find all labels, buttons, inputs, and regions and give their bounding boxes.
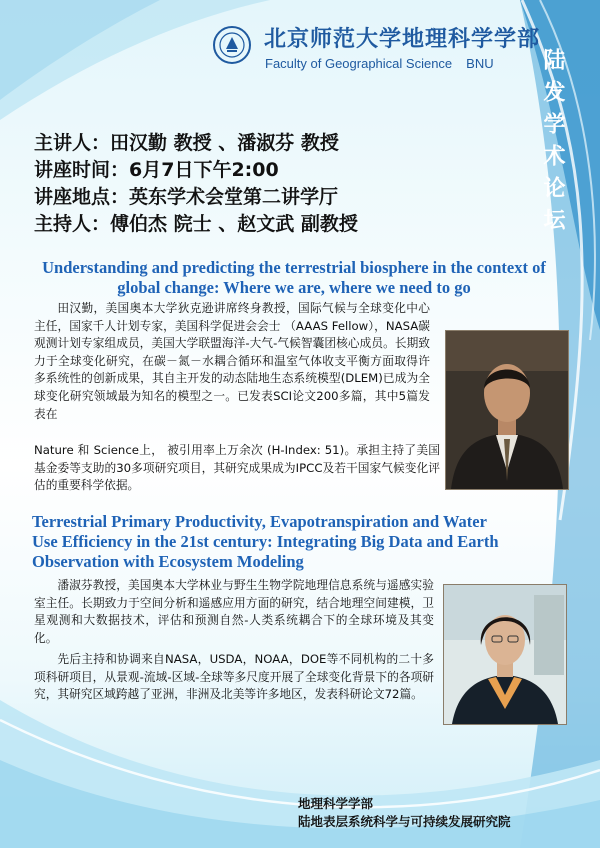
bnu-seal-icon	[212, 25, 252, 65]
talk1-bio-b-text: Nature 和 Science上， 被引用率上万余次 (H-Index: 51)。承担主持了美国基金委等支助的30多项研究项目，其研究成果成为IPCC及若干国家气候变化评估的重要科学依据。	[34, 443, 440, 493]
talk2-bio-a-text: 潘淑芬教授，美国奥本大学林业与野生生物学院地理信息系统与遥感实验室主任。长期致力于空间分析和遥感应用方面的研究，结合地理空间建模，卫星观测和大数据技术，评估和预测自然-人类系统耦合下的全球环境及其变化。	[34, 578, 434, 645]
faculty-name-cn: 北京师范大学地理科学学部	[264, 26, 541, 52]
host-line: 主持人：傅伯杰 院士 、赵文武 副教授	[34, 213, 358, 235]
talk2-bio-b-text: 先后主持和协调来自NASA，USDA，NOAA，DOE等不同机构的二十多项科研项目，从景观-流域-区域-全球等多尺度开展了全球变化背景下的各项研究，其研究区域跨越了亚洲，非洲及北美等许多地区，发表科研论文72篇。	[34, 652, 434, 702]
talk1-bio-a	[34, 300, 430, 423]
lecture-info	[34, 130, 358, 238]
faculty-name-en-text: Faculty of Geographical Science	[265, 56, 453, 71]
speaker-line: 主讲人：田汉勤 教授 、潘淑芬 教授	[34, 132, 339, 154]
faculty-name-en	[265, 56, 494, 71]
talk1-bio-b	[34, 442, 440, 495]
talk2-bio-b	[34, 651, 434, 704]
talk2-title: Terrestrial Primary Productivity, Evapotranspiration and Water Use Efficiency in the 21st century: Integrating Big Data and Earth Observation with Ecosystem Modeling	[32, 512, 499, 571]
place-line: 讲座地点：英东学术会堂第二讲学厅	[34, 186, 339, 208]
speaker2-portrait-icon	[444, 585, 566, 724]
faculty-abbr: BNU	[466, 56, 494, 71]
talk2-bio-a	[34, 577, 434, 647]
speaker1-photo	[445, 330, 569, 490]
speaker1-portrait-icon	[446, 331, 568, 489]
organizer-line1: 地理科学学部	[298, 796, 374, 811]
talk1-bio-a-text: 田汉勤，美国奥本大学狄克逊讲席终身教授，国际气候与全球变化中心主任，国家千人计划专家，美国科学促进会会士 （AAAS Fellow），NASA碳观测计划专家组成员，美国大学联盟海洋-大气-气候智囊团核心成员。长期致力于全球变化研究，在碳－氮－水耦合循环和温室气体收支平衡方面取得许多系统性的创新成果，其自主开发的动态陆地生态系统模型(DLEM)已成为全球变化研究领域最为知名的模型之一。已发表SCI论文200多篇，其中5篇发表在	[34, 301, 430, 421]
forum-title: 陆发学术论坛	[540, 48, 566, 240]
organizer-footer	[298, 795, 511, 831]
time-line: 讲座时间：6月7日下午2:00	[34, 159, 279, 181]
organizer-line2: 陆地表层系统科学与可持续发展研究院	[298, 814, 511, 829]
speaker2-photo	[443, 584, 567, 725]
talk1-title: Understanding and predicting the terrestrial biosphere in the context of global change: Where we are, where we need to go	[42, 258, 546, 297]
